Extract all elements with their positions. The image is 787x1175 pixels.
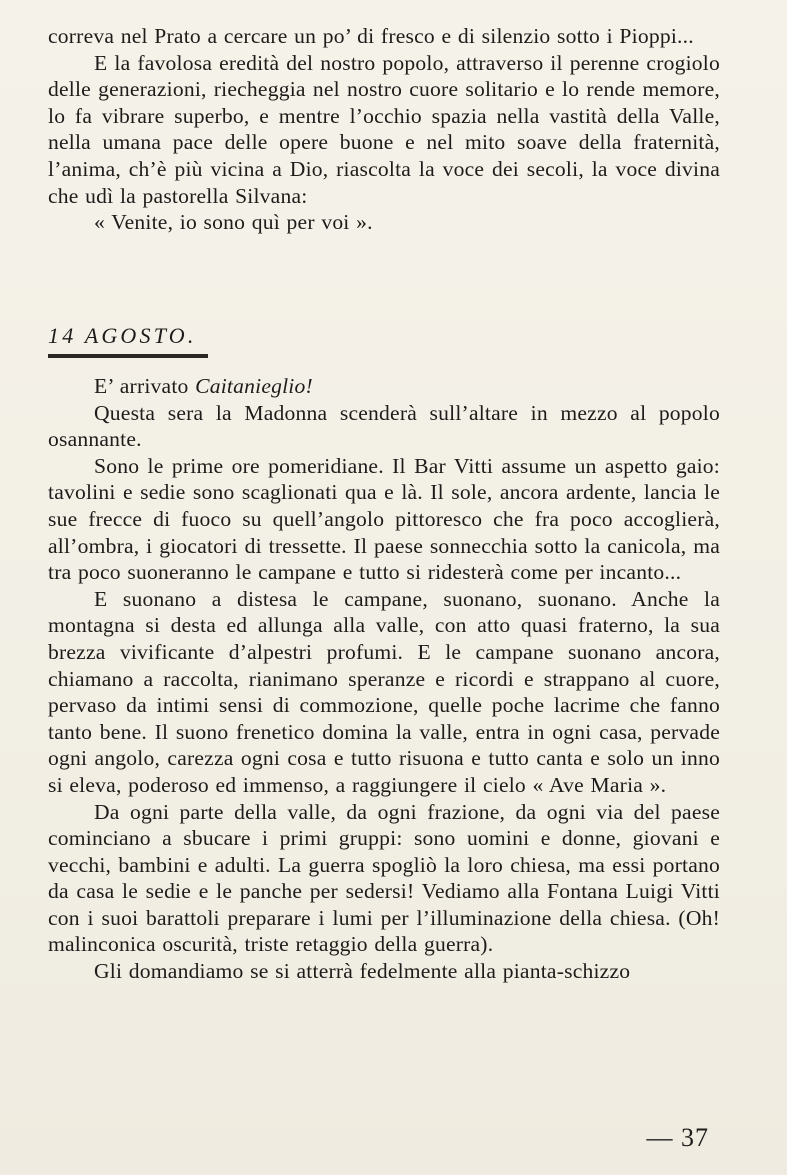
paragraph-gruppi: Da ogni parte della valle, da ogni frazione, da ogni via del paese cominciano a sbucare i primi gruppi: sono uomini e donne, giovani e vecchi, bambini e adulti. La guerra spogliò la loro chiesa, ma essi portano da casa le sedie e le panche per sedersi! Vediamo alla Fontana Luigi Vitti con i suoi barattoli preparare i lumi per l’illuminazione della chiesa. (Oh! malinconica oscurità, triste retaggio della guerra). bbox=[48, 799, 720, 957]
paragraph-quote-silvana: « Venite, io sono quì per voi ». bbox=[94, 210, 373, 235]
page-number: — 37 bbox=[646, 1123, 709, 1152]
paragraph-madonna: Questa sera la Madonna scenderà sull’altare in mezzo al popolo osannante. bbox=[48, 400, 720, 452]
paragraph-pianta-schizzo: Gli domandiamo se si atterrà fedelmente alla pianta-schizzo bbox=[94, 959, 631, 984]
intro-text-block bbox=[48, 23, 720, 236]
paragraph-bar-vitti: Sono le prime ore pomeridiane. Il Bar Vitti assume un aspetto gaio: tavolini e sedie sono scaglionati qua e là. Il sole, ancora ardente, lancia le sue frecce di fuoco su quell’angolo pittoresco che fra poco accoglierà, all’ombra, i giocatori di tressette. Il paese sonnecchia sotto la canicola, ma tra poco suoneranno le campane e tutto si ridesterà come per incanto... bbox=[48, 453, 720, 585]
paragraph-campane: E suonano a distesa le campane, suonano, suonano. Anche la montagna si desta ed allunga alla valle, con atto quasi fraterno, la sua brezza vivificante d’alpestri profumi. E le campane suonano ancora, chiamano a raccolta, rianimano speranze e ricordi e strappano al cuore, pervaso da intimi sensi di commozione, quelle poche lacrime che fanno tanto bene. Il suono frenetico domina la valle, entra in ogni casa, pervade ogni angolo, carezza ogni cosa e tutto risuona e tutto canta e solo un inno si eleva, poderoso ed immenso, a raggiungere il cielo « Ave Maria ». bbox=[48, 586, 720, 797]
arrival-prefix: E’ arrivato bbox=[94, 374, 196, 398]
heading-underline bbox=[48, 354, 208, 358]
section-heading: 14 AGOSTO. bbox=[48, 323, 197, 348]
paragraph-continuation: correva nel Prato a cercare un po’ di fresco e di silenzio sotto i Pioppi... bbox=[48, 24, 694, 48]
paragraph-eredita: E la favolosa eredità del nostro popolo, attraverso il perenne crogiolo delle generazioni, riecheggia nel nostro cuore solitario e lo rende memore, lo fa vibrare superbo, e mentre l’occhio spazia nella vastità della Valle, nella umana pace delle opere buone e nel mito soave della fraternità, l’anima, ch’è più vicina a Dio, riascolta la voce dei secoli, la voce divina che udì la pastorella Silvana: bbox=[48, 50, 720, 208]
paragraph-arrival bbox=[48, 373, 720, 400]
main-text-block bbox=[48, 373, 720, 985]
arrival-emphasis: Caitanieglio! bbox=[195, 374, 313, 398]
